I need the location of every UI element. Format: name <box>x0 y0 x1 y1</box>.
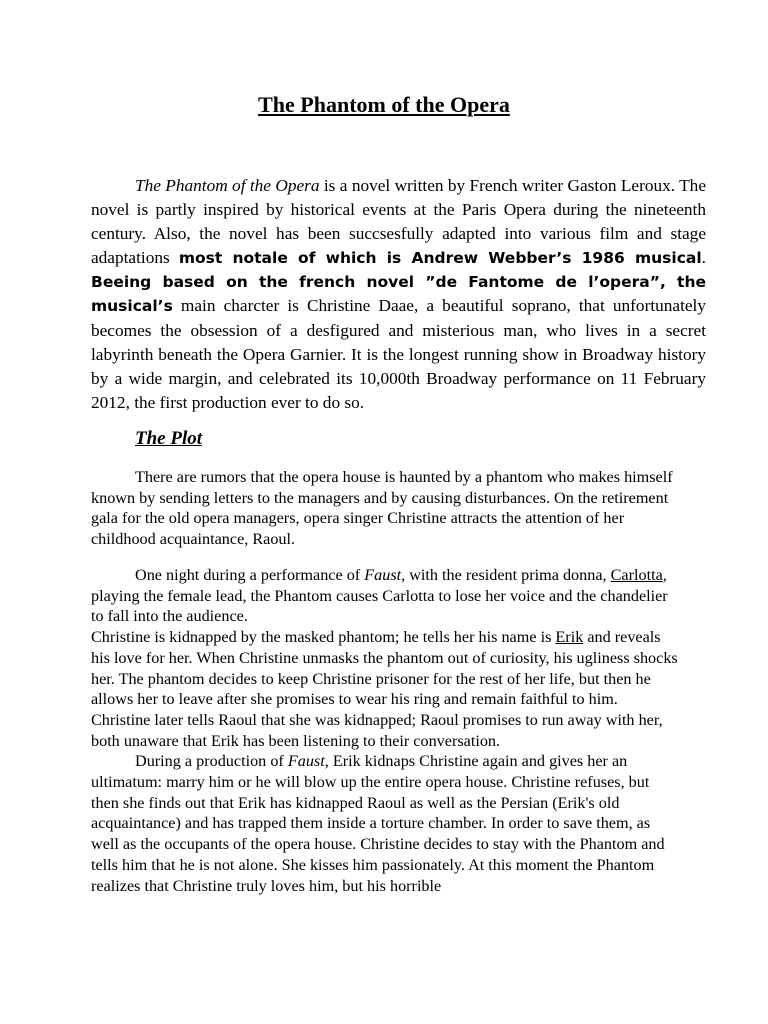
plot-paragraph-1 <box>91 467 681 550</box>
plot-text-2c: , playing the female lead, the Phantom causes Carlotta to lose her voice and the chandelier to fall into the audience. <box>91 566 668 626</box>
plot-text-1: There are rumors that the opera house is haunted by a phantom who makes himself known by sending letters to the managers and by causing disturbances. On the retirement gala for the old opera managers, opera singer Christine attracts the attention of her childhood acquaintance, Raoul. <box>91 468 673 549</box>
intro-text-1: is a novel written by French writer Gaston Leroux. The novel is partly inspired by historical events at the Paris Opera during the nineteenth century. Also, the novel has been succsesfully adapted into various film and stage adaptations <box>91 176 706 268</box>
novel-title: The Phantom of the Opera <box>135 176 320 195</box>
plot-heading: The Plot <box>135 428 203 449</box>
plot-text-4b: , Erik kidnaps Christine again and gives her an ultimatum: marry him or he will blow up the entire opera house. Christine refuses, but then she finds out that Erik has kidnapped Raoul as well as the Persian (Erik's old acquaintance) and has trapped them inside a torture chamber. In order to save them, as well as the occupants of the opera house. Christine decides to stay with the Phantom and tells him that he is not alone. She kisses him passionately. At this moment the Phantom realizes that Christine truly loves him, but his horrible <box>91 752 665 895</box>
plot-text-4a: During a production of <box>135 752 288 771</box>
intro-bold-1: most notale of which is Andrew Webber’s 1986 musical <box>178 249 702 268</box>
plot-text-3b: and reveals his love for her. When Christine unmasks the phantom out of curiosity, his ugliness shocks her. The phantom decides to keep Christine prisoner for the rest of her life, but then he allows her to leave after she promises to wear his ring and remain faithful to him. Christine later tells Raoul that she was kidnapped; Raoul promises to run away with her, both unaware that Erik has been listening to their conversation. <box>91 628 678 750</box>
plot-body <box>91 565 681 896</box>
intro-paragraph <box>91 174 706 415</box>
plot-text-2a: One night during a performance of <box>135 566 365 584</box>
carlotta-link[interactable]: Carlotta <box>610 566 663 584</box>
intro-text-2: . <box>701 248 706 268</box>
plot-paragraph-2 <box>91 565 681 627</box>
intro-text-3: main charcter is Christine Daae, a beautiful soprano, that unfortunately becomes the obsession of a desfigured and misterious man, who lives in a secret labyrinth beneath the Opera Garnier. It is the longest running show in Broadway history by a wide margin, and celebrated its 10,000th Broadway performance on 11 February 2012, the first production ever to do so. <box>91 296 706 412</box>
plot-text-3a: Christine is kidnapped by the masked phantom; he tells her his name is <box>91 628 556 647</box>
plot-paragraph-3 <box>91 627 681 751</box>
faust-title-1: Faust, <box>364 566 406 584</box>
plot-text-2b: with the resident prima donna, <box>405 566 611 584</box>
faust-title-2: Faust <box>287 752 325 771</box>
page-title: The Phantom of the Opera <box>258 92 510 117</box>
erik-link[interactable]: Erik <box>555 628 584 647</box>
intro-bold-2: Beeing based on the french novel ”de Fantome de l’opera”, the musical’s <box>91 273 706 316</box>
plot-paragraph-4 <box>91 751 681 896</box>
